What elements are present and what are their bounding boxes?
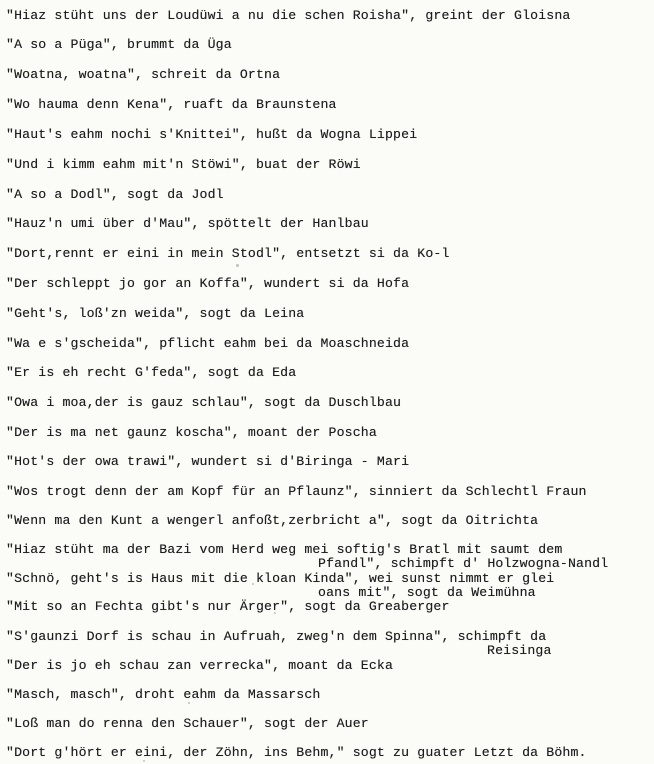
text-line: "Mit so an Fechta gibt's nur Ärger", sogt da Greaberger — [6, 599, 450, 614]
text-line: "Dort,rennt er eini in mein Stodl", entsetzt si da Ko-l — [6, 246, 450, 261]
text-line: "Schnö, geht's is Haus mit die kloan Kinda", wei sunst nimmt er glei — [6, 571, 555, 586]
text-line: "A so a Dodl", sogt da Jodl — [6, 187, 224, 202]
text-line: "Der is ma net gaunz koscha", moant der Poscha — [6, 425, 377, 440]
text-line: "Der is jo eh schau zan verrecka", moant da Ecka — [6, 658, 394, 673]
text-line-continuation: Reisinga — [487, 643, 552, 658]
text-line-continuation: oans mit", sogt da Weimühna — [318, 585, 536, 600]
text-line: "Wo hauma denn Kena", ruaft da Braunstena — [6, 97, 337, 112]
text-line: "Loß man do renna den Schauer", sogt der Auer — [6, 716, 369, 731]
text-line: "Wos trogt denn der am Kopf für an Pflaunz", sinniert da Schlechtl Fraun — [6, 484, 587, 499]
text-line: "Geht's, loß'zn weida", sogt da Leina — [6, 306, 305, 321]
text-line: "Hot's der owa trawi", wundert si d'Biringa - Mari — [6, 454, 410, 469]
text-line: "Wa e s'gscheida", pflicht eahm bei da Moaschneida — [6, 336, 410, 351]
text-line: "Hiaz stüht uns der Loudüwi a nu die schen Roisha", greint der Gloisna — [6, 8, 571, 23]
text-line: "S'gaunzi Dorf is schau in Aufruah, zweg'n dem Spinna", schimpft da — [6, 629, 547, 644]
paper-speck — [274, 612, 276, 614]
text-line: "Dort g'hört er eini, der Zöhn, ins Behm," sogt zu guater Letzt da Böhm. — [6, 745, 587, 760]
text-line: "Hauz'n umi über d'Mau", spöttelt der Hanlbau — [6, 216, 369, 231]
text-line: "Er is eh recht G'feda", sogt da Eda — [6, 365, 297, 380]
text-line: "Masch, masch", droht eahm da Massarsch — [6, 687, 321, 702]
text-line: "A so a Püga", brummt da Üga — [6, 37, 232, 52]
text-line: "Und i kimm eahm mit'n Stöwi", buat der Röwi — [6, 157, 361, 172]
paper-speck — [252, 583, 254, 585]
text-line: "Wenn ma den Kunt a wengerl anfoßt,zerbricht a", sogt da Oitrichta — [6, 513, 539, 528]
paper-speck — [188, 702, 190, 704]
text-line-continuation: Pfandl", schimpft d' Holzwogna-Nandl — [318, 556, 609, 571]
text-line: "Hiaz stüht ma der Bazi vom Herd weg mei softig's Bratl mit saumt dem — [6, 542, 563, 557]
text-line: "Haut's eahm nochi s'Knittei", hußt da Wogna Lippei — [6, 127, 418, 142]
text-line: "Woatna, woatna", schreit da Ortna — [6, 67, 281, 82]
paper-speck — [236, 264, 239, 267]
text-line: "Der schleppt jo gor an Koffa", wundert si da Hofa — [6, 276, 410, 291]
paper-speck — [143, 760, 145, 762]
text-line: "Owa i moa,der is gauz schlau", sogt da Duschlbau — [6, 395, 402, 410]
